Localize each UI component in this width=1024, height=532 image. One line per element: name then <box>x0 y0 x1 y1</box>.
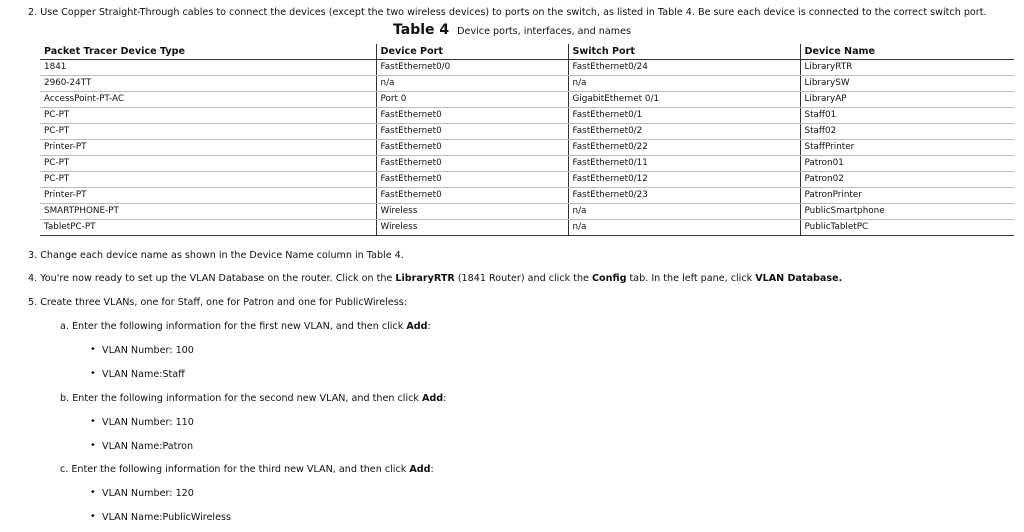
add-emphasis: Add <box>406 321 428 332</box>
cell-device-port: FastEthernet0 <box>376 188 568 204</box>
table-row <box>40 76 1014 92</box>
table-row <box>40 156 1014 172</box>
cell-device-name: LibraryAP <box>800 92 1014 108</box>
table-row <box>40 92 1014 108</box>
vlan-number-item: VLAN Number: 110 <box>102 417 194 428</box>
cell-device-name: PublicTabletPC <box>800 220 1014 236</box>
table-caption <box>0 19 1024 38</box>
cell-device-port: FastEthernet0 <box>376 172 568 188</box>
cell-device-type: 2960-24TT <box>40 76 376 92</box>
cell-device-name: Patron01 <box>800 156 1014 172</box>
cell-device-name: Staff01 <box>800 108 1014 124</box>
substep-colon: : <box>430 464 434 475</box>
device-table <box>40 44 1014 236</box>
substep-colon: : <box>443 393 447 404</box>
table-label: Table 4 <box>393 22 450 38</box>
vlan-name-item: VLAN Name:Staff <box>102 369 185 380</box>
cell-device-port: FastEthernet0/0 <box>376 60 568 76</box>
cell-device-type: PC-PT <box>40 156 376 172</box>
cell-device-type: PC-PT <box>40 124 376 140</box>
cell-device-type: AccessPoint-PT-AC <box>40 92 376 108</box>
substep-a <box>60 321 431 333</box>
cell-device-type: SMARTPHONE-PT <box>40 204 376 220</box>
header-device-name: Device Name <box>800 44 1014 60</box>
cell-device-type: Printer-PT <box>40 188 376 204</box>
header-device-port: Device Port <box>376 44 568 60</box>
cell-device-port: Wireless <box>376 220 568 236</box>
cell-device-port: FastEthernet0 <box>376 108 568 124</box>
cell-switch-port: n/a <box>568 76 800 92</box>
bullet-icon: • <box>90 511 96 522</box>
cell-switch-port: GigabitEthernet 0/1 <box>568 92 800 108</box>
bullet-icon: • <box>90 344 96 355</box>
add-emphasis: Add <box>409 464 431 475</box>
cell-device-name: Staff02 <box>800 124 1014 140</box>
table-row <box>40 140 1014 156</box>
step-5-instruction: 5. Create three VLANs, one for Staff, one for Patron and one for PublicWireless: <box>28 297 407 308</box>
cell-switch-port: FastEthernet0/11 <box>568 156 800 172</box>
step-4-text: (1841 Router) and click the <box>454 273 592 284</box>
step-2-instruction: 2. Use Copper Straight-Through cables to connect the devices (except the two wireless devices) to ports on the switch, as listed in Table 4. Be sure each device is connected to the correct switch port. <box>28 7 987 18</box>
config-tab-emphasis: Config <box>592 273 627 284</box>
table-row <box>40 172 1014 188</box>
cell-device-port: Wireless <box>376 204 568 220</box>
vlan-number-item: VLAN Number: 120 <box>102 488 194 499</box>
cell-device-name: PublicSmartphone <box>800 204 1014 220</box>
table-caption-text: Device ports, interfaces, and names <box>457 26 631 37</box>
substep-c <box>60 464 434 476</box>
bullet-icon: • <box>90 368 96 379</box>
substep-text: a. Enter the following information for the first new VLAN, and then click <box>60 321 407 332</box>
table-row <box>40 188 1014 204</box>
add-emphasis: Add <box>422 393 444 404</box>
table-row <box>40 204 1014 220</box>
substep-colon: : <box>427 321 431 332</box>
cell-device-type: 1841 <box>40 60 376 76</box>
step-3-instruction: 3. Change each device name as shown in the Device Name column in Table 4. <box>28 250 404 261</box>
cell-device-type: PC-PT <box>40 172 376 188</box>
step-4-text: tab. In the left pane, click <box>626 273 756 284</box>
bullet-icon: • <box>90 440 96 451</box>
cell-device-name: LibrarySW <box>800 76 1014 92</box>
cell-device-port: Port 0 <box>376 92 568 108</box>
step-4-text: 4. You're now ready to set up the VLAN Database on the router. Click on the <box>28 273 396 284</box>
cell-switch-port: n/a <box>568 220 800 236</box>
table-row <box>40 108 1014 124</box>
cell-device-type: TabletPC-PT <box>40 220 376 236</box>
table-row <box>40 124 1014 140</box>
vlan-name-item: VLAN Name:PublicWireless <box>102 512 231 523</box>
vlan-number-item: VLAN Number: 100 <box>102 345 194 356</box>
cell-switch-port: FastEthernet0/12 <box>568 172 800 188</box>
step-4-instruction <box>28 273 842 285</box>
bullet-icon: • <box>90 416 96 427</box>
cell-switch-port: FastEthernet0/23 <box>568 188 800 204</box>
cell-device-name: Patron02 <box>800 172 1014 188</box>
substep-b <box>60 393 446 405</box>
cell-switch-port: n/a <box>568 204 800 220</box>
vlan-name-item: VLAN Name:Patron <box>102 441 194 452</box>
cell-device-port: FastEthernet0 <box>376 140 568 156</box>
cell-switch-port: FastEthernet0/22 <box>568 140 800 156</box>
cell-device-port: FastEthernet0 <box>376 156 568 172</box>
bullet-icon: • <box>90 487 96 498</box>
library-rtr-emphasis: LibraryRTR <box>395 273 455 284</box>
vlan-database-emphasis: VLAN Database. <box>755 273 843 284</box>
cell-device-name: StaffPrinter <box>800 140 1014 156</box>
header-device-type: Packet Tracer Device Type <box>40 44 376 60</box>
cell-device-type: Printer-PT <box>40 140 376 156</box>
cell-switch-port: FastEthernet0/1 <box>568 108 800 124</box>
substep-text: b. Enter the following information for the second new VLAN, and then click <box>60 393 422 404</box>
cell-device-name: PatronPrinter <box>800 188 1014 204</box>
substep-text: c. Enter the following information for the third new VLAN, and then click <box>60 464 410 475</box>
table-row <box>40 60 1014 76</box>
cell-device-name: LibraryRTR <box>800 60 1014 76</box>
cell-device-port: n/a <box>376 76 568 92</box>
table-row <box>40 220 1014 236</box>
cell-switch-port: FastEthernet0/24 <box>568 60 800 76</box>
table-header-row <box>40 44 1014 60</box>
header-switch-port: Switch Port <box>568 44 800 60</box>
cell-device-type: PC-PT <box>40 108 376 124</box>
cell-switch-port: FastEthernet0/2 <box>568 124 800 140</box>
cell-device-port: FastEthernet0 <box>376 124 568 140</box>
